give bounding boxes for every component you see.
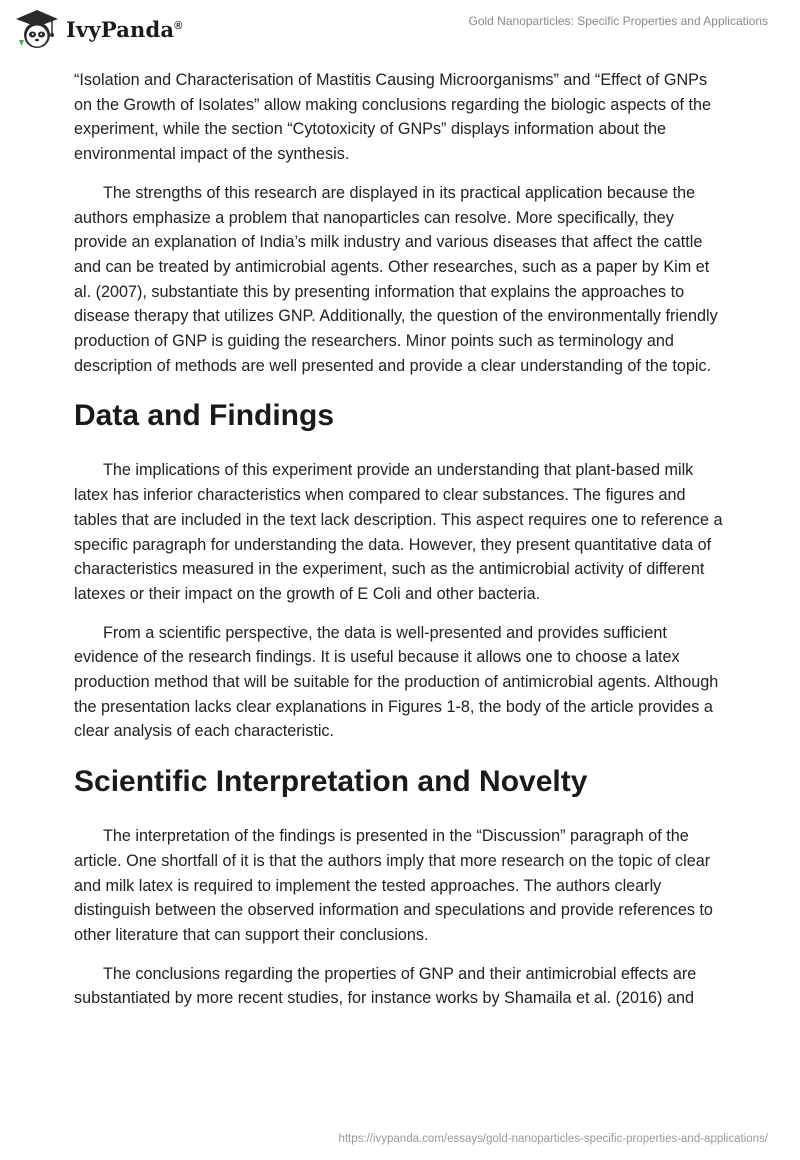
ivypanda-logo[interactable] (14, 8, 183, 50)
paragraph: The interpretation of the findings is presented in the “Discussion” paragraph of the article. One shortfall of it is that the authors imply that more research on the topic of clear and milk latex is required to implement the tested approaches. The authors clearly distinguish between the observed information and speculations and provide references to other literature that can support their conclusions. (74, 827, 713, 944)
section-heading-data-and-findings: Data and Findings (74, 399, 335, 433)
paragraph: “Isolation and Characterisation of Mastitis Causing Microorganisms” and “Effect of GNPs on the Growth of Isolates” allow making conclusions regarding the biologic aspects of the experiment, while the section “Cytotoxicity of GNPs” displays information about the environmental impact of the synthesis. (74, 71, 712, 164)
panda-mascot-icon (14, 8, 60, 50)
registered-mark: ® (174, 19, 183, 32)
paragraph: The implications of this experiment provide an understanding that plant-based milk latex has inferior characteristics when compared to clear substances. The figures and tables that are included in the text lack description. This aspect requires one to reference a specific paragraph for understanding the data. However, they present quantitative data of characteristics measured in the experiment, such as the antimicrobial activity of different latexes or their impact on the growth of E Coli and other bacteria. (74, 461, 723, 603)
paragraph: The conclusions regarding the properties of GNP and their antimicrobial effects are substantiated by more recent studies, for instance works by Shamaila et al. (2016) and (74, 964, 697, 1008)
source-url-link[interactable]: https://ivypanda.com/essays/gold-nanoparticles-specific-properties-and-applications/ (338, 1133, 768, 1145)
section-heading-scientific-interpretation: Scientific Interpretation and Novelty (74, 765, 588, 799)
page-header (0, 0, 800, 60)
paragraph: The strengths of this research are displayed in its practical application because the authors emphasize a problem that nanoparticles can resolve. More specifically, they provide an explanation of India’s milk industry and various diseases that affect the cattle and can be treated by antimicrobial agents. Other researches, such as a paper by Kim et al. (2007), substantiate this by presenting information that explains the approaches to disease therapy that utilizes GNP. Additionally, the question of the environmentally friendly production of GNP is guiding the researchers. Minor points such as terminology and description of methods are well presented and provide a clear understanding of the topic. (74, 183, 718, 375)
essay-body (74, 68, 726, 1025)
logo-text: IvyPanda® (66, 16, 183, 42)
document-title: Gold Nanoparticles: Specific Properties and Applications (468, 14, 768, 28)
paragraph: From a scientific perspective, the data is well-presented and provides sufficient evidence of the research findings. It is useful because it allows one to choose a latex production method that will be suitable for the production of antimicrobial agents. Although the presentation lacks clear explanations in Figures 1-8, the body of the article provides a clear analysis of each characteristic. (74, 623, 719, 741)
